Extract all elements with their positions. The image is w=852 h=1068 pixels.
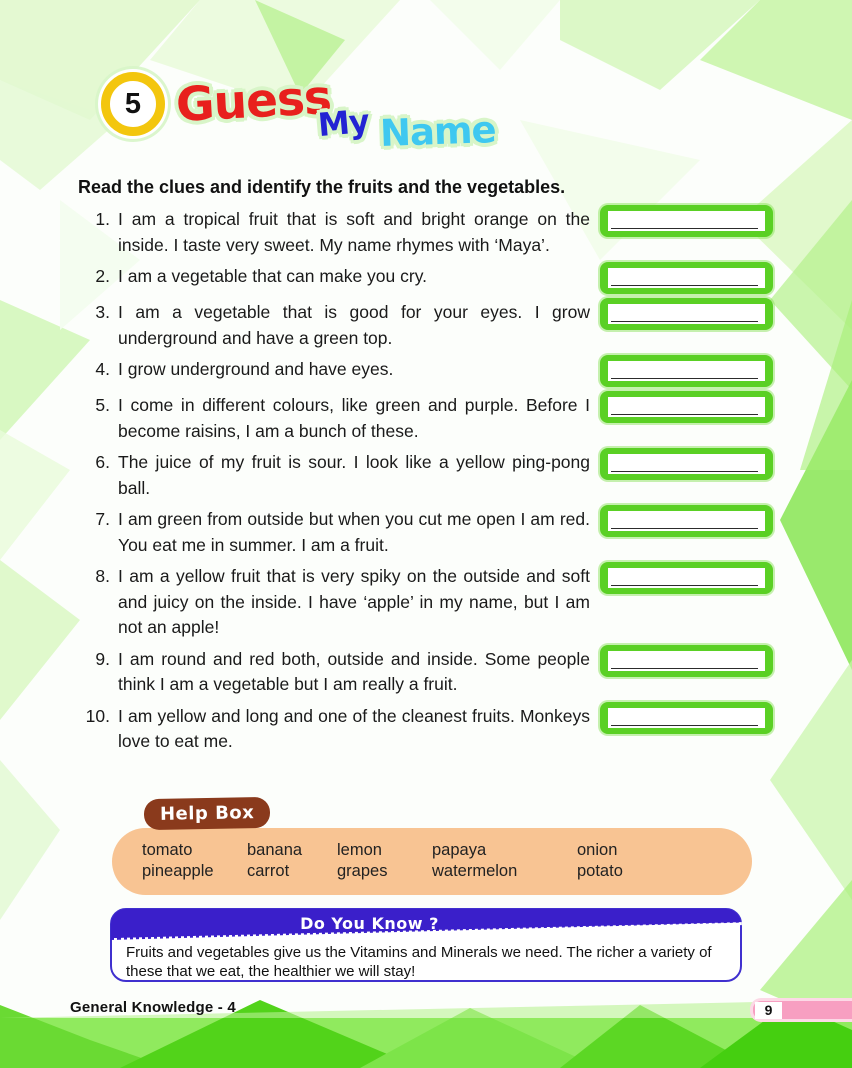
clue-row-2 (78, 264, 773, 294)
answer-blank-8[interactable] (600, 562, 773, 594)
clue-number: 9. (95, 648, 110, 669)
help-word: carrot (247, 862, 290, 880)
do-you-know-box (110, 908, 742, 982)
answer-blank-3[interactable] (600, 298, 773, 330)
answer-blank-9[interactable] (600, 645, 773, 677)
clue-row-6 (78, 450, 773, 501)
clue-text: I grow underground and have eyes. (118, 359, 394, 379)
clue-number: 5. (95, 395, 110, 415)
clue-row-9 (78, 647, 773, 698)
answer-line (611, 471, 758, 472)
page-number-tab (750, 998, 852, 1022)
answer-blank-10[interactable] (600, 702, 773, 734)
clue-number: 6. (95, 452, 110, 472)
help-box (112, 802, 752, 895)
lesson-number-badge (101, 72, 165, 136)
do-you-know-title: Do You Know ? (300, 914, 439, 933)
help-word: pineapple (142, 862, 214, 880)
clue-text: I am yellow and long and one of the cleanest fruits. Monkeys love to eat me. (118, 705, 590, 751)
clue-row-8 (78, 564, 773, 641)
clue-number: 3. (95, 302, 110, 322)
clue-text: I am a vegetable that is good for your eyes. I grow underground and have a green top. (118, 302, 590, 348)
answer-line (611, 725, 758, 726)
clue-text: I am a yellow fruit that is very spiky on the outside and soft and juicy on the inside. I have ‘apple’ in my name, but I am not an apple! (118, 566, 590, 637)
do-you-know-text: Fruits and vegetables give us the Vitamins and Minerals we need. The richer a variety of these that we eat, the healthier we will stay! (126, 944, 712, 980)
clue-number: 2. (95, 266, 110, 286)
answer-blank-5[interactable] (600, 391, 773, 423)
title-word-name: Name (379, 107, 497, 156)
answer-line (611, 228, 758, 229)
help-word: lemon (337, 841, 382, 859)
help-box-pill (112, 828, 752, 895)
clue-text: I come in different colours, like green and purple. Before I become raisins, I am a bunch of these. (118, 395, 590, 441)
book-title: General Knowledge - 4 (70, 999, 236, 1016)
answer-blank-7[interactable] (600, 505, 773, 537)
title-word-my: My (316, 101, 371, 145)
answer-line (611, 585, 758, 586)
help-word: onion (577, 841, 618, 859)
answer-line (611, 321, 758, 322)
help-word: potato (577, 862, 623, 880)
clue-text: I am round and red both, outside and inside. Some people think I am a vegetable but I am really a fruit. (118, 648, 590, 694)
clue-text: I am a tropical fruit that is soft and bright orange on the inside. I taste very sweet. My name rhymes with ‘Maya’. (118, 209, 590, 255)
answer-line (611, 528, 758, 529)
title-word-guess: Guess (174, 69, 333, 134)
clue-row-3 (78, 300, 773, 351)
clue-row-4 (78, 357, 773, 387)
clue-number: 7. (95, 509, 110, 529)
help-word: tomato (142, 841, 193, 859)
clue-row-10 (78, 704, 773, 755)
clue-number: 10. (85, 705, 110, 726)
help-word: grapes (337, 862, 388, 880)
clues-section (78, 177, 773, 761)
answer-line (611, 285, 758, 286)
help-box-words (142, 841, 752, 881)
answer-blank-1[interactable] (600, 205, 773, 237)
clue-number: 8. (95, 566, 110, 586)
answer-blank-2[interactable] (600, 262, 773, 294)
clue-text: I am a vegetable that can make you cry. (118, 266, 428, 286)
instruction-text: Read the clues and identify the fruits and the vegetables. (78, 177, 566, 197)
help-word: papaya (432, 841, 487, 859)
help-box-label: Help Box (144, 797, 271, 830)
help-word: watermelon (432, 862, 518, 880)
lesson-number: 5 (124, 87, 142, 120)
answer-line (611, 668, 758, 669)
page-number: 9 (755, 1002, 782, 1019)
clue-row-5 (78, 393, 773, 444)
clue-number: 4. (95, 359, 110, 379)
help-word: banana (247, 841, 303, 859)
clue-row-7 (78, 507, 773, 558)
answer-line (611, 378, 758, 379)
clue-row-1 (78, 207, 773, 258)
clue-number: 1. (95, 209, 110, 229)
answer-line (611, 414, 758, 415)
clue-text: The juice of my fruit is sour. I look like a yellow ping-pong ball. (118, 452, 590, 498)
answer-blank-4[interactable] (600, 355, 773, 387)
answer-blank-6[interactable] (600, 448, 773, 480)
clue-text: I am green from outside but when you cut me open I am red. You eat me in summer. I am a fruit. (118, 509, 590, 555)
